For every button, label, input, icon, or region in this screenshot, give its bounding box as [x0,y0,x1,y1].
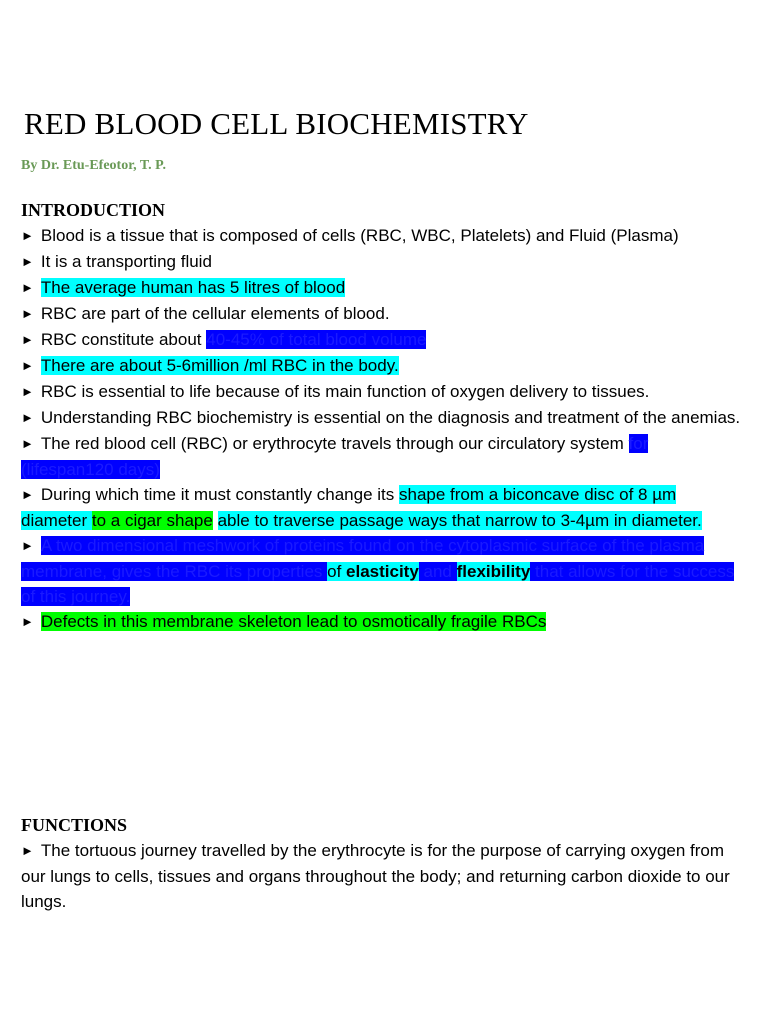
list-item [21,379,741,405]
document-title: RED BLOOD CELL BIOCHEMISTRY [24,106,529,141]
highlighted-text: able to traverse passage ways that narrow to 3-4µm in diameter. [217,511,702,530]
bullet-arrow-icon: ► [21,410,34,425]
highlighted-text: to a cigar shape [91,511,213,530]
list-item [21,249,741,275]
highlighted-text: shape from a biconcave disc of 8 µm diameter [21,485,677,530]
highlighted-text: and [418,562,457,581]
highlighted-text: There are about 5-6million /ml RBC in the body. [40,356,399,375]
item-text: Blood is a tissue that is composed of cells (RBC, WBC, Platelets) and Fluid (Plasma) [40,226,679,245]
bullet-arrow-icon: ► [21,358,34,373]
list-item [21,223,741,249]
introduction-heading: INTRODUCTION [21,200,166,220]
highlighted-text: of [327,562,347,581]
list-item [21,482,741,533]
highlighted-text: elasticity [346,562,419,581]
bullet-arrow-icon: ► [21,614,34,629]
list-item [21,431,741,482]
bullet-arrow-icon: ► [21,436,34,451]
introduction-list [21,223,741,635]
item-text: The red blood cell (RBC) or erythrocyte travels through our circulatory system [40,434,629,453]
list-item [21,301,741,327]
functions-list [21,838,741,914]
bullet-arrow-icon: ► [21,306,34,321]
bullet-arrow-icon: ► [21,280,34,295]
highlighted-text: that allows for the success of this journey. [21,562,735,606]
item-text: During which time it must constantly change its [40,485,399,504]
bullet-arrow-icon: ► [21,384,34,399]
list-item [21,275,741,301]
author-byline: By Dr. Etu-Efeotor, T. P. [21,158,166,173]
item-text: The tortuous journey travelled by the erythrocyte is for the purpose of carrying oxygen from our lungs to cells, tissues and organs throughout the body; and returning carbon dioxide to our lungs. [21,841,730,911]
item-text: RBC is essential to life because of its main function of oxygen delivery to tissues. [40,382,650,401]
item-text: It is a transporting fluid [40,252,212,271]
bullet-arrow-icon: ► [21,254,34,269]
highlighted-text: The average human has 5 litres of blood [40,278,346,297]
list-item [21,405,741,431]
item-text: RBC are part of the cellular elements of blood. [40,304,390,323]
bullet-arrow-icon: ► [21,332,34,347]
list-item [21,533,741,609]
highlighted-text: Defects in this membrane skeleton lead to osmotically fragile RBCs [40,612,547,631]
functions-heading: FUNCTIONS [21,815,128,835]
highlighted-text: flexibility [456,562,531,581]
highlighted-text: for (lifespan120 days) [21,434,649,479]
item-text: Understanding RBC biochemistry is essential on the diagnosis and treatment of the anemias. [40,408,741,427]
list-item [21,838,741,914]
bullet-arrow-icon: ► [21,228,34,243]
highlighted-text: A two dimensional meshwork of proteins found on the cytoplasmic surface of the plasma membrane, gives the RBC its properties [21,536,705,581]
list-item [21,327,741,353]
bullet-arrow-icon: ► [21,487,34,502]
list-item [21,609,741,635]
highlighted-text: 40-45% of total blood volume [206,330,427,349]
item-text: RBC constitute about [40,330,207,349]
item-text [213,511,218,530]
bullet-arrow-icon: ► [21,843,34,858]
bullet-arrow-icon: ► [21,538,34,553]
list-item [21,353,741,379]
